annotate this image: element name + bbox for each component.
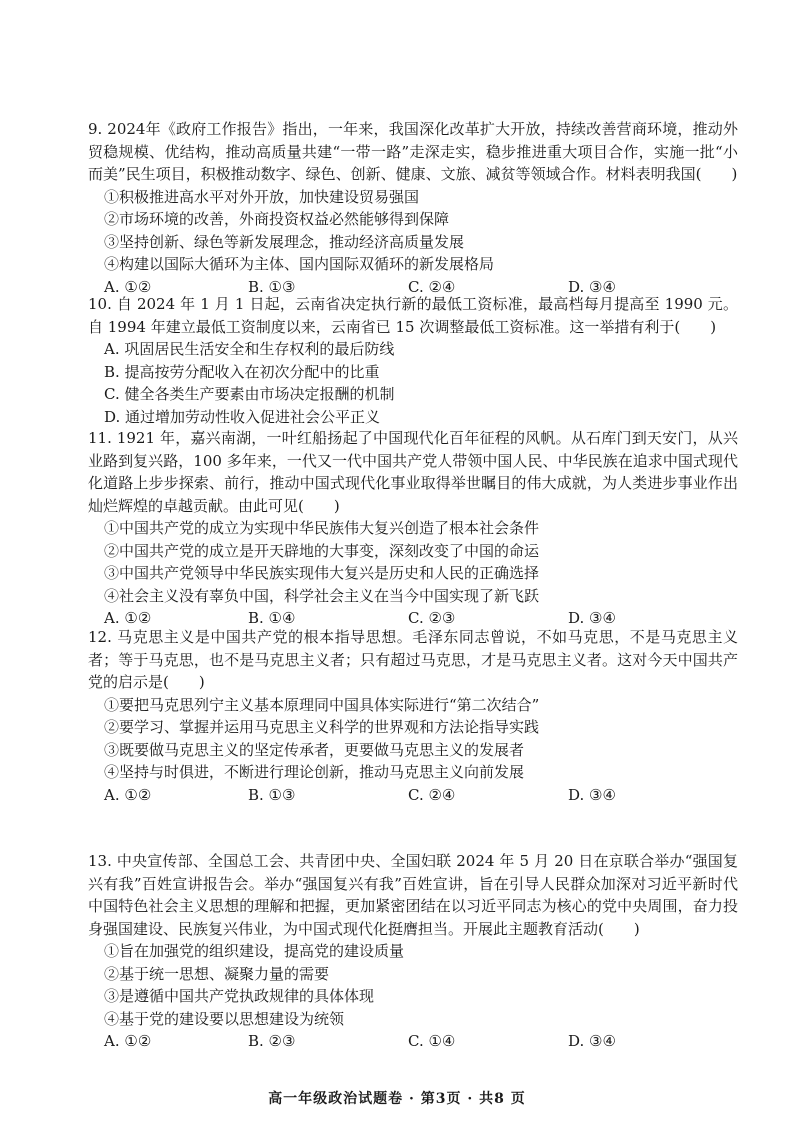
choice-c: C. 健全各类生产要素由市场决定报酬的机制 [104,385,395,403]
page-footer: 高一年级政治试题卷 · 第3页 · 共8 页 [268,1091,526,1107]
question-stem: 13. 中央宣传部、全国总工会、共青团中央、全国妇联 2024 年 5 月 20 日在京联合举办“强国复兴有我”百姓宣讲报告会。举办“强国复兴有我”百姓宣讲，旨在引导人民群众加深对习近平新时代中国特色社会主义思想的理解和把握，更加紧密团结在以习近平同志为核心的党中央周围，奋力投身强国建设、民族复兴伟业，为中国式现代化挺膺担当。开展此主题教育活动( ) [88,852,738,938]
choice-b: B. ①③ [248,785,296,804]
statement-option: ②基于统一思想、凝聚力量的需要 [104,964,330,983]
statement-option: ①要把马克思列宁主义基本原理同中国具体实际进行“第二次结合” [104,695,540,714]
choice-b: B. ②③ [248,1032,296,1050]
statement-option: ②市场环境的改善，外商投资权益必然能够得到保障 [104,210,450,228]
statement-option: ④基于党的建设要以思想建设为统领 [104,1009,345,1028]
statement-option: ③中国共产党领导中华民族实现伟大复兴是历史和人民的正确选择 [104,564,540,582]
statement-option: ④坚持与时俱进，不断进行理论创新，推动马克思主义向前发展 [104,763,525,781]
choice-b: B. ①③ [248,277,296,296]
statement-option: ②要学习、掌握并运用马克思主义科学的世界观和方法论指导实践 [104,718,540,736]
choice-a: A. ①② [104,785,152,804]
question-13 [88,850,738,1053]
statement-option: ③坚持创新、绿色等新发展理念，推动经济高质量发展 [104,232,465,251]
statement-option: ①中国共产党的成立为实现中华民族伟大复兴创造了根本社会条件 [104,519,540,537]
question-11 [88,427,738,630]
choice-b: B. 提高按劳分配收入在初次分配中的比重 [104,362,380,381]
choice-a: A. ①② [104,277,152,296]
question-stem: 10. 自 2024 年 1 月 1 日起，云南省决定执行新的最低工资标准，最高档每月提高至 1990 元。自 1994 年建立最低工资制度以来，云南省已 15 次调整最低工资标准。这一举措有利于( ) [88,295,738,336]
choice-c: C. ②④ [408,785,456,804]
choice-d: D. 通过增加劳动性收入促进社会公平正义 [104,407,381,426]
statement-option: ①旨在加强党的组织建设，提高党的建设质量 [104,942,405,960]
choice-c: C. ①④ [408,1032,456,1050]
statement-option: ③既要做马克思主义的坚定传承者，更要做马克思主义的发展者 [104,740,525,759]
choice-d: D. ③④ [568,1032,616,1050]
choice-c: C. ②④ [408,277,456,296]
answer-choices [88,1030,738,1053]
choice-a: A. 巩固居民生活安全和生存权利的最后防线 [104,340,395,358]
statement-option: ④构建以国际大循环为主体、国内国际双循环的新发展格局 [104,255,495,273]
statement-option: ③是遵循中国共产党执政规律的具体体现 [104,987,375,1005]
choice-d: D. ③④ [568,609,616,627]
statement-option: ④社会主义没有辜负中国，科学社会主义在当今中国实现了新飞跃 [104,586,540,605]
question-10 [88,293,738,428]
choice-a: A. ①② [104,609,152,627]
question-9 [88,118,738,298]
statement-option: ①积极推进高水平对外开放，加快建设贸易强国 [104,187,420,206]
question-stem: 11. 1921 年，嘉兴南湖，一叶红船扬起了中国现代化百年征程的风帆。从石库门到天安门，从兴业路到复兴路，100 多年来，一代又一代中国共产党人带领中国人民、中华民族在追求中国式现代化道路上步步探索、前行，推动中国式现代化事业取得举世瞩目的伟大成就，为人类进步事业作出灿烂辉煌的卓越贡献。由此可见( ) [88,429,738,515]
question-stem: 12. 马克思主义是中国共产党的根本指导思想。毛泽东同志曾说，不如马克思，不是马克思主义者；等于马克思，也不是马克思主义者；只有超过马克思，才是马克思主义者。这对今天中国共产党的启示是( ) [88,628,738,691]
choice-a: A. ①② [104,1032,152,1050]
answer-choices [88,784,738,807]
choice-c: C. ②③ [408,609,456,627]
choice-d: D. ③④ [568,785,616,804]
statement-option: ②中国共产党的成立是开天辟地的大事变，深刻改变了中国的命运 [104,541,540,560]
question-12 [88,626,738,806]
choice-b: B. ①④ [248,609,296,627]
choice-d: D. ③④ [568,277,616,296]
question-stem: 9. 2024年《政府工作报告》指出，一年来，我国深化改革扩大开放，持续改善营商环境，推动外贸稳规模、优结构，推动高质量共建“一带一路”走深走实，稳步推进重大项目合作，实施一批“小而美”民生项目，积极推动数字、绿色、创新、健康、文旅、减贫等领域合作。材料表明我国( ) [88,120,738,183]
